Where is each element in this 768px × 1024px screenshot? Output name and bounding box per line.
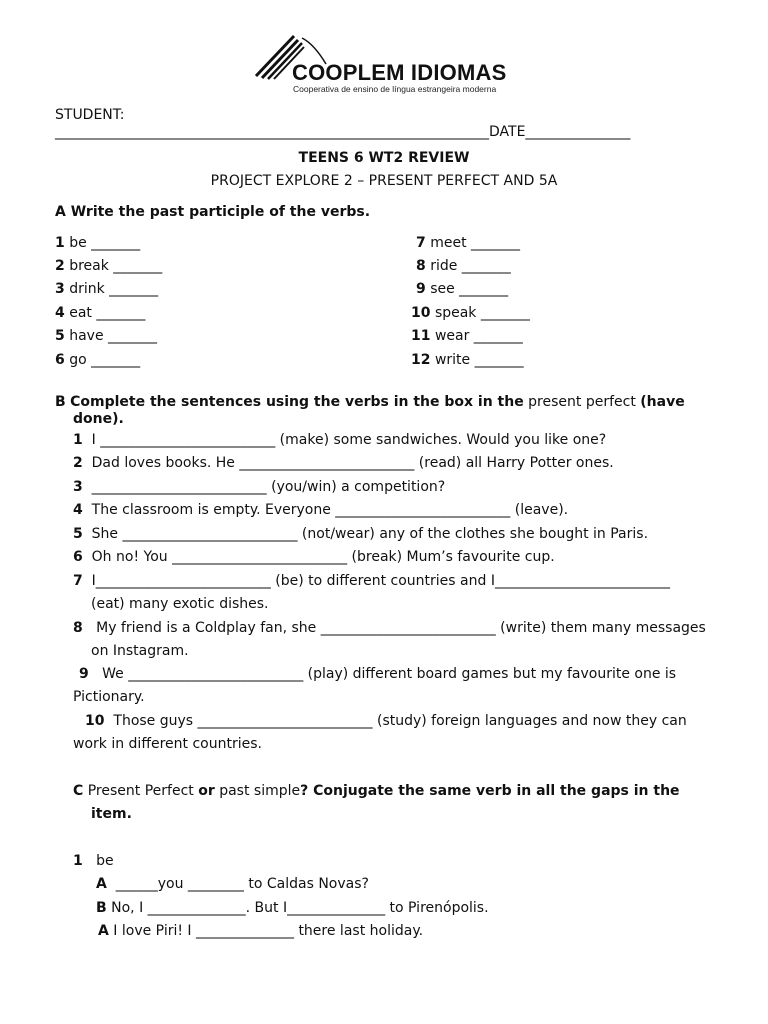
- list-item-continued: (eat) many exotic dishes.: [91, 596, 269, 612]
- dialogue-line: A I love Piri! I ______________ there last holiday.: [98, 923, 424, 939]
- list-item: 5 She _________________________ (not/wear) any of the clothes she bought in Paris.: [73, 526, 649, 542]
- section-a-heading: A Write the past participle of the verbs.: [55, 204, 371, 220]
- dialogue-line: B No, I ______________. But I______________ to Pirenópolis.: [96, 900, 489, 916]
- list-item-continued: on Instagram.: [91, 643, 189, 659]
- list-item: 8 ride _______: [416, 258, 511, 274]
- list-item: 3 _________________________ (you/win) a competition?: [73, 479, 446, 495]
- student-label: STUDENT:: [55, 107, 125, 123]
- logo-tagline: Cooperativa de ensino de língua estrangeira moderna: [293, 84, 497, 94]
- logo: [254, 34, 529, 96]
- section-c-item: 1 be: [73, 853, 114, 869]
- list-item: 1 I _________________________ (make) some sandwiches. Would you like one?: [73, 432, 607, 448]
- section-c-heading: C Present Perfect or past simple? Conjugate the same verb in all the gaps in the: [73, 783, 680, 799]
- section-b-heading-line2: done).: [73, 411, 124, 427]
- date-blank: _______________: [525, 124, 631, 140]
- list-item: 8 My friend is a Coldplay fan, she _________________________ (write) them many messages: [73, 620, 706, 636]
- list-item: 7 meet _______: [416, 235, 521, 251]
- dialogue-line: A ______you ________ to Caldas Novas?: [96, 876, 369, 892]
- list-item: 4 The classroom is empty. Everyone _________________________ (leave).: [73, 502, 569, 518]
- section-c-heading-line2: item.: [91, 806, 132, 822]
- list-item: 10 Those guys _________________________ (study) foreign languages and now they can: [85, 713, 687, 729]
- list-item: 4 eat _______: [55, 305, 146, 321]
- list-item: 3 drink _______: [55, 281, 159, 297]
- list-item: 9 We _________________________ (play) different board games but my favourite one is: [79, 666, 677, 682]
- list-item-continued: work in different countries.: [73, 736, 262, 752]
- list-item-continued: Pictionary.: [73, 689, 145, 705]
- list-item: 2 Dad loves books. He _________________________ (read) all Harry Potter ones.: [73, 455, 614, 471]
- list-item: 1 be _______: [55, 235, 141, 251]
- page-title: TEENS 6 WT2 REVIEW: [298, 150, 470, 166]
- list-item: 12 write _______: [411, 352, 524, 368]
- list-item: 2 break _______: [55, 258, 163, 274]
- list-item: 7 I_________________________ (be) to different countries and I_________________________: [73, 573, 670, 589]
- list-item: 6 Oh no! You _________________________ (break) Mum’s favourite cup.: [73, 549, 555, 565]
- logo-name: COOPLEM IDIOMAS: [292, 60, 507, 85]
- list-item: 10 speak _______: [411, 305, 530, 321]
- section-b-heading: B Complete the sentences using the verbs in the box in the present perfect (have: [55, 394, 685, 410]
- list-item: 11 wear _______: [411, 328, 523, 344]
- date-label: DATE: [489, 124, 526, 140]
- list-item: 5 have _______: [55, 328, 158, 344]
- student-blank: ______________________________________________________________: [55, 124, 489, 140]
- list-item: 9 see _______: [416, 281, 509, 297]
- page-subtitle: PROJECT EXPLORE 2 – PRESENT PERFECT AND 5A: [210, 173, 558, 189]
- student-line: [55, 124, 630, 140]
- list-item: 6 go _______: [55, 352, 141, 368]
